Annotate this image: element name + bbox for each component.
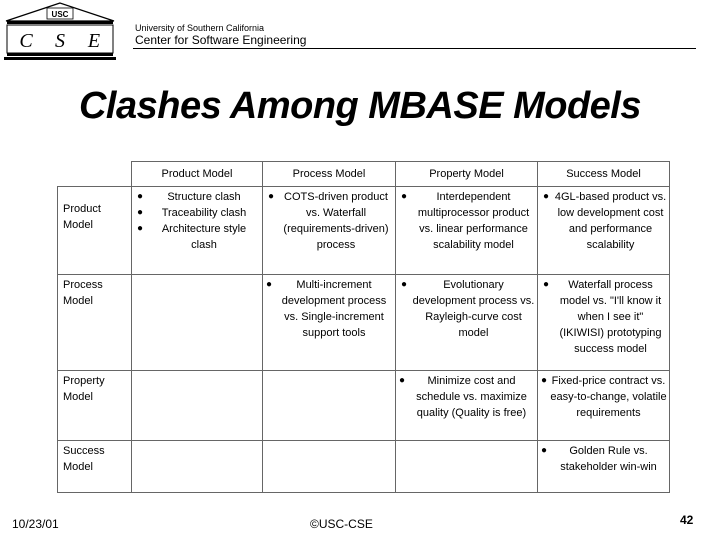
clash-item [538, 373, 667, 421]
cell-product-process [263, 187, 396, 275]
row-header-label: Product Model [63, 203, 101, 231]
row-header-success [58, 441, 132, 493]
clash-text: Evolutionary development process vs. Rayleigh-curve cost model [412, 279, 535, 339]
col-header-property: Property Model [396, 162, 538, 187]
page-number: 42 [680, 513, 694, 527]
clash-item [396, 277, 535, 341]
logo-usc-text: USC [51, 10, 69, 19]
cell-success-process [263, 441, 396, 493]
cell-property-product [132, 371, 263, 441]
cell-process-product [132, 275, 263, 371]
table-row [58, 187, 670, 275]
clash-text: Interdependent multiprocessor product vs. linear performance scalability model [417, 191, 530, 251]
clash-text: Multi-increment development process vs. Single-increment support tools [281, 279, 387, 339]
clash-text: Architecture style clash [161, 223, 247, 251]
table-row [58, 371, 670, 441]
row-header-process [58, 275, 132, 371]
clash-item [538, 443, 667, 475]
corner-cell [58, 162, 132, 187]
cell-product-property [396, 187, 538, 275]
row-header-label: Property Model [63, 375, 105, 403]
header-divider [133, 48, 696, 49]
col-header-product: Product Model [132, 162, 263, 187]
row-header-product [58, 187, 132, 275]
bullet-icon: ● [542, 191, 550, 202]
bullet-icon: ● [540, 375, 548, 386]
cse-logo [4, 2, 116, 64]
bullet-icon: ● [136, 207, 144, 218]
clash-item [132, 189, 260, 205]
clash-text: COTS-driven product vs. Waterfall (requirements-driven) process [283, 191, 389, 251]
clash-text: Structure clash [167, 191, 241, 203]
bullet-icon: ● [400, 279, 408, 290]
clash-matrix [57, 161, 670, 493]
logo-letter-s: S [55, 30, 65, 52]
logo-letter-c: C [19, 30, 33, 52]
table-row [58, 275, 670, 371]
clash-item [396, 189, 535, 253]
clash-text: Golden Rule vs. stakeholder win-win [560, 445, 657, 473]
bullet-icon: ● [400, 191, 408, 202]
clash-item [132, 221, 260, 253]
cell-success-product [132, 441, 263, 493]
cell-process-process [263, 275, 396, 371]
bullet-icon: ● [542, 279, 550, 290]
bullet-icon: ● [267, 191, 275, 202]
cell-success-success [538, 441, 670, 493]
clash-item [538, 277, 667, 357]
clash-text: Minimize cost and schedule vs. maximize quality (Quality is free) [416, 375, 527, 419]
clash-item [263, 189, 393, 253]
bullet-icon: ● [136, 191, 144, 202]
cell-success-property [396, 441, 538, 493]
cell-product-product [132, 187, 263, 275]
table-row [58, 441, 670, 493]
bullet-icon: ● [398, 375, 406, 386]
center-name: Center for Software Engineering [135, 33, 307, 47]
footer-date: 10/23/01 [12, 517, 59, 531]
clash-text: 4GL-based product vs. low development cost and performance scalability [554, 191, 667, 251]
bullet-icon: ● [540, 445, 548, 456]
organization-name: University of Southern California [135, 23, 265, 33]
bullet-icon: ● [265, 279, 273, 290]
clash-item [263, 277, 393, 341]
slide-title: Clashes Among MBASE Models [78, 85, 641, 127]
clash-text: Fixed-price contract vs. easy-to-change, volatile requirements [550, 375, 667, 419]
col-header-success: Success Model [538, 162, 670, 187]
cell-product-success [538, 187, 670, 275]
clash-item [132, 205, 260, 221]
cell-property-process [263, 371, 396, 441]
col-header-process: Process Model [263, 162, 396, 187]
clash-item [396, 373, 535, 421]
row-header-label: Success Model [63, 445, 105, 473]
clash-item [538, 189, 667, 253]
logo-letter-e: E [87, 30, 101, 52]
cell-process-success [538, 275, 670, 371]
cell-process-property [396, 275, 538, 371]
row-header-property [58, 371, 132, 441]
row-header-label: Process Model [63, 279, 103, 307]
cell-property-property [396, 371, 538, 441]
clash-text: Traceability clash [161, 207, 247, 219]
cell-property-success [538, 371, 670, 441]
bullet-icon: ● [136, 223, 144, 234]
clash-text: Waterfall process model vs. "I'll know it when I see it" (IKIWISI) prototyping success model [559, 279, 662, 355]
footer-copyright: ©USC-CSE [310, 517, 373, 531]
